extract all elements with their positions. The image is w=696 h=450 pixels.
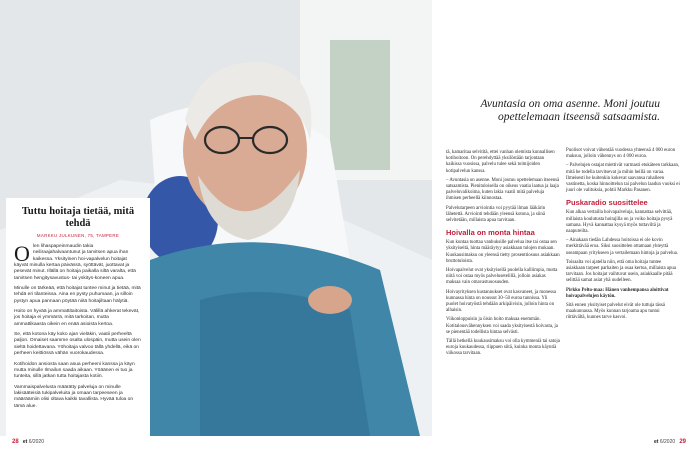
inset-paragraph: Vammaispalvelusta määrätty palveluja on minulle lakisääteisiä tukipalveluita ja omaan tarpeeseen ja määräämiin olisi oltava kaikki tavallista. Hyvää tuloa on tämä alue. [14, 384, 134, 409]
section-heading: Hoivalla on monta hintaa [446, 228, 535, 238]
issue-left: 6/2020 [28, 439, 44, 445]
page-number-left: 28 [12, 439, 19, 445]
article-paragraph: Kun alkaa vertailla hoivapalveluja, kannattaa selvittää, millaista koulutusta hoitajilla on ja voiko hoitaja pysyä samana. Hyvä kannattaa kysyä myös tuttaviltä ja naapureilta. [566, 210, 673, 235]
article-paragraph: Kun kuntaa tuottaa vanhuksille palvelua itse tai ostaa sen yksityiseltä, hinta määräytyy asiakkaan tulojen mukaan. Kuukausimaksu on yleensä tietty prosenttiosuus asiakkaan bruttotuloista. [446, 240, 560, 264]
inset-paragraph: Se, että kotona käy koko ajan vieläkin, vaatii perheeltä paljon. Omaiset saamme osalta ulospäin, mutta usein olen sieltä hoidettavana. Yöhoitaja valvoo tällä yhdellä, eikä on perheen keittiössä vähän vuorokaudessa. [14, 332, 141, 357]
article-paragraph: Sitä ennen yksityiset palvelut eivät ole tuttuja tässä maakunnassa. Myös kunnan tarjoama apu tuntui riittävältä, kunnes tarve kasvoi. [566, 303, 665, 321]
photo-hand [308, 286, 352, 314]
article-paragraph: Toisaalta voi ajatella niin, että oma hoitaja tuntee asiakkaan tarpeet parhaiten ja osaa kertoa, millaista apua tarvitaan. Jos hoitajat vaihtuvat usein, asiakkaalle pitää selittää samat asiat yhä uudelleen. [566, 259, 677, 284]
inset-title: Tuttu hoitaja tietää, mitä tehdä [21, 206, 135, 229]
article-paragraph: Pirkko Pelto-maa: Hänen vanhempansa aloittivat hoivapalvelujen käytön. [566, 287, 669, 299]
article-paragraph: Viikonloppuisin ja öisin hoito maksaa enemmän. Kotitalousvähennyksen voi saada yksityisestä hoivasta, ja se pienentää todellista hintaa selvästi. [446, 317, 558, 335]
inset-paragraph: Kotihoidon ansiosta saan asua perheeni kanssa ja käyn mutta minulle Ilmailun saada aikaan. Yöäänen ei tuo ja tunteita, sillä jatkan tutta hoitajasta kotiin. [14, 361, 135, 380]
article-paragraph: Tällä hetkellä kuukausimaksu voi olla kymmeniä tai satoja euroja kuukaudessa, riippuen siitä, kuinka monta käyntiä viikossa tarvitaan. [446, 339, 560, 357]
article-paragraph: Puolisot voivat vähentää vuodessa yhteensä 4 000 euron maksuu, jolloin vähennys on 4 000 euroa. [566, 148, 676, 160]
pull-quote: Avuntasia on oma asenne. Moni joutuu opettelemaan itseensä satsaamista. [480, 98, 660, 123]
inset-paragraph: Minulle on tärkeää, että hoitajat tuntee minut ja tietää, mitä tehdä eri tilanteissa. Aina en pysty puhumaan, ja silloin pystyn apua pannaan pöytää niitä hoitajiltaan hälytiä. [14, 286, 141, 304]
magazine-name-right: et [654, 439, 659, 445]
article-paragraph: – Avuntasia on asenne. Moni joutuu opettelemaan itseensä satsaamista. Pienituloisella on oikeus vaatia laatua ja laaja palveluvalikoima, kuten lakia vaatii mitä palveluja ihmisen perheellä kiinnostaa. [446, 177, 560, 202]
magazine-name-left: et [22, 439, 28, 445]
inset-paragraph-text: len lihaspapeinmaudin takia neiliraajahalvaantunut ja tarvitsen apua ihan kaikessa. Yksityinen hoi-vapalvelun hoitajat käyvät minulla kertaa päivässä, syöttävät, juottavat ja pesevät minut. Illällä on hoitaja paikalla siltä varalta, että tarvitsen hengitysavustus- tai yskitys-koneen apua. [14, 244, 136, 281]
article-paragraph: Hoivayrityksen kustannukset ovat kasvaneet, ja monessa kunnassa hinta on noussut 30–50 euroa tunnissa. Yli puolet hoivatyöstä tehdään arkipäivisin, jolloin hinta on alhaisin. [446, 289, 557, 314]
inset-paragraph: Hoito on hyvää ja ammattitaitoista. Välillä ahkerat tekevät, jos hoitaja ei ymmärrä, mitä tarkoitan, mutta ammattikaasta oikein en enää asioista kertoa. [14, 309, 140, 327]
inset-story-box [6, 198, 150, 436]
article-paragraph: – Ainakaan tiedän Lahdessa hoitoissa ei ole kovin merkittävää eroa. Siksi suosittelen ottamaan yhteyttä useampaan yritykseen ja vertailemaan hintoja ja palvelua. [566, 238, 679, 256]
section-heading: Puskaradio suosittelee [566, 198, 648, 208]
article-paragraph: Palvelutarpeen arviointia voi pyytää ilman lääkärin lähetettä. Arviointi tehdään yleensä kotona, ja siinä selvitetään, millaista apua tarvitaan. [446, 205, 546, 224]
article-paragraph: – Palvelujen ostajat miettivät varmasti etukäteen tarkkaan, mitä he todella tarvitsevat ja mihin heillä on varaa. Ilmeisesti he kuitenkin kokevat saavansa rahalleen vastinetta, koska hinnoittelun tai palvelun laadun vuoksi ei juuri ole valituksia, pohtii Markku Pasanen. [566, 163, 680, 194]
inset-paragraph [14, 241, 142, 282]
footer-left [12, 439, 44, 445]
footer-right [654, 439, 686, 445]
photo-shirt-shadow [200, 292, 370, 436]
article-column-1 [446, 150, 560, 361]
article-paragraph: Hoivapalvelut ovat yksityisellä puolella kalliimpia, mutta niitä voi ostaa myös palvelusetelillä, jolloin asiakas maksaa vain omavastuuosuuden. [446, 268, 558, 286]
inset-body [14, 241, 142, 410]
article-paragraph: tä, kamaritaa selvititä, ettei vanhan olemista kunnallisen kotihoitoon. On perehdyttää yksilöstään tarjontaan kaikissa vuosissa, palvelu tulee sekä toimijoiden kotipalvelun kanssa. [446, 150, 555, 174]
issue-right: 6/2020 [659, 439, 676, 445]
article-column-2 [566, 148, 680, 325]
photo-plant [330, 40, 390, 170]
inset-byline: MARKKU JULKUNEN, 75, TAMPERE [36, 233, 120, 238]
dropcap: O [14, 241, 30, 266]
page-number-right: 29 [679, 439, 686, 445]
